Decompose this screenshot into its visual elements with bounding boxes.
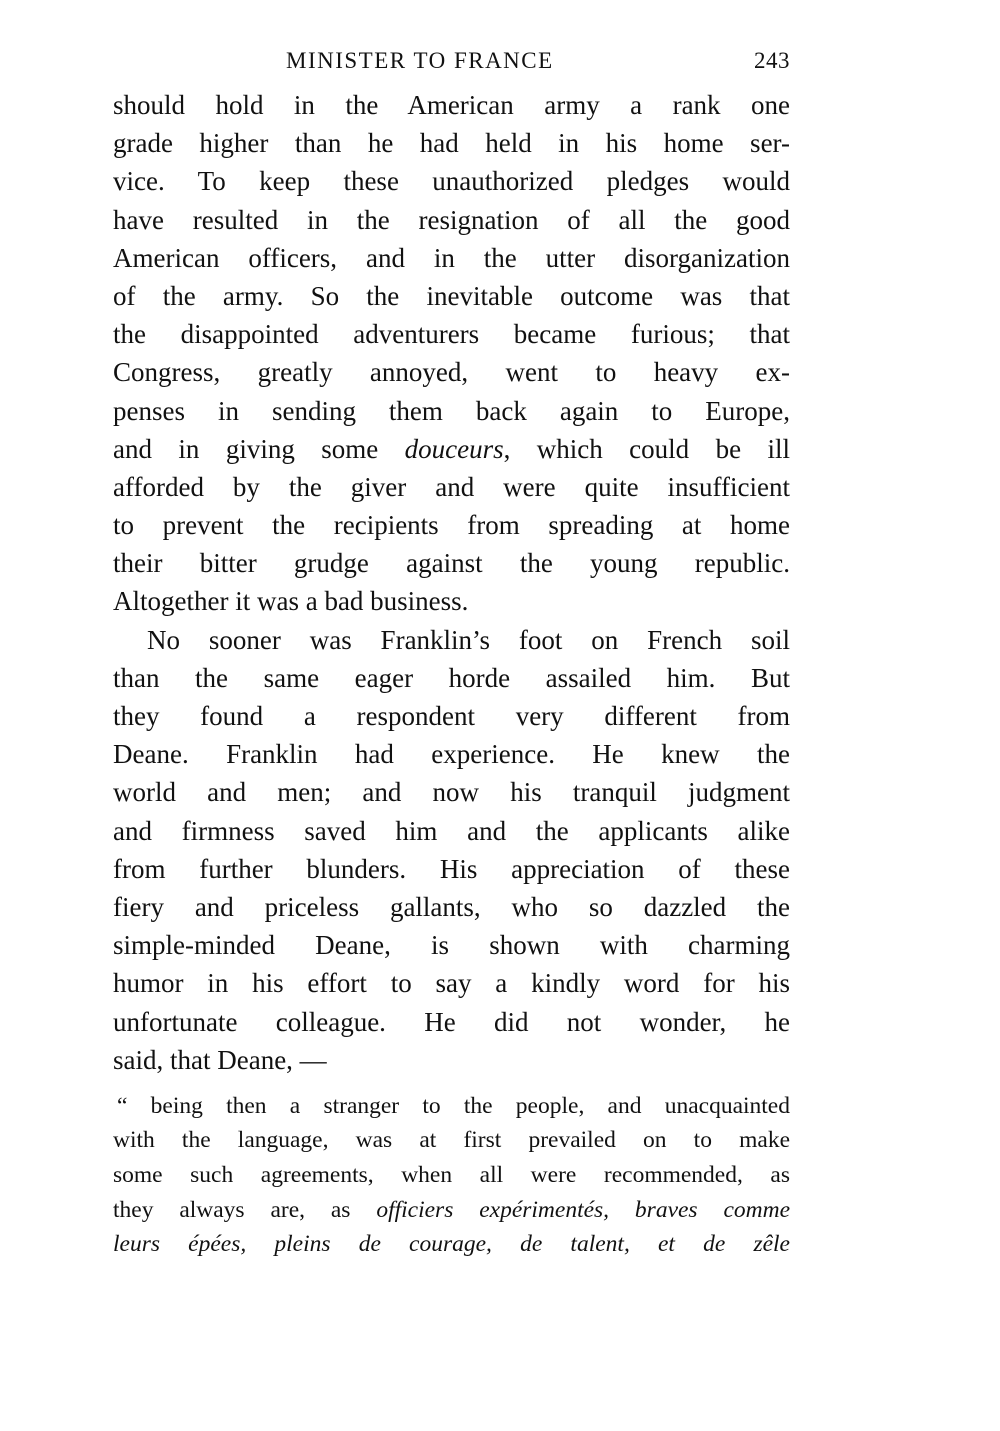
text-segment: they always are, as bbox=[113, 1196, 377, 1223]
text-line: have resulted in the resignation of all the good bbox=[113, 204, 790, 235]
text-segment: , which could be ill bbox=[503, 433, 790, 464]
paragraph-2 bbox=[113, 621, 790, 1079]
quote-line: “ being then a stranger to the people, and unacquainted bbox=[117, 1092, 790, 1119]
text-line: of the army. So the inevitable outcome was that bbox=[113, 280, 790, 311]
text-line: humor in his effort to say a kindly word for his bbox=[113, 968, 790, 999]
text-line: simple-minded Deane, is shown with charming bbox=[113, 930, 790, 961]
text-line: No sooner was Franklin’s foot on French soil bbox=[147, 624, 790, 655]
text-line: said, that Deane, — bbox=[113, 1044, 327, 1075]
italic-word: douceurs bbox=[404, 433, 504, 464]
italic-phrase: leurs épées, pleins de courage, de talent, et de zêle bbox=[113, 1231, 790, 1258]
text-line: afforded by the giver and were quite insufficient bbox=[113, 471, 790, 502]
text-segment: and in giving some bbox=[113, 433, 405, 464]
book-page bbox=[113, 48, 790, 1262]
paragraph-1 bbox=[113, 86, 790, 621]
text-line: world and men; and now his tranquil judgment bbox=[113, 777, 790, 808]
text-line: the disappointed adventurers became furious; that bbox=[113, 319, 790, 350]
text-line: Congress, greatly annoyed, went to heavy ex- bbox=[113, 357, 790, 388]
text-line: to prevent the recipients from spreading at home bbox=[113, 510, 790, 541]
block-quote bbox=[113, 1089, 790, 1262]
text-line: penses in sending them back again to Europe, bbox=[113, 395, 790, 426]
quote-line: some such agreements, when all were recommended, as bbox=[113, 1162, 790, 1189]
italic-phrase: officiers expérimentés, braves comme bbox=[376, 1196, 790, 1223]
text-line-with-italic bbox=[113, 430, 790, 468]
text-line: from further blunders. His appreciation of these bbox=[113, 853, 790, 884]
running-header bbox=[113, 48, 790, 86]
quote-line-with-italic bbox=[113, 1193, 790, 1228]
page-number: 243 bbox=[754, 48, 790, 73]
text-line: than the same eager horde assailed him. But bbox=[113, 662, 790, 693]
text-line: Altogether it was a bad business. bbox=[113, 586, 469, 617]
text-line: grade higher than he had held in his home ser- bbox=[113, 128, 790, 159]
text-line: vice. To keep these unauthorized pledges would bbox=[113, 166, 790, 197]
text-line: their bitter grudge against the young republic. bbox=[113, 548, 790, 579]
text-line: American officers, and in the utter disorganization bbox=[113, 242, 790, 273]
text-line: and firmness saved him and the applicants alike bbox=[113, 815, 790, 846]
running-title: MINISTER TO FRANCE bbox=[286, 48, 554, 73]
text-line: they found a respondent very different from bbox=[113, 701, 790, 731]
text-line: unfortunate colleague. He did not wonder, he bbox=[113, 1006, 790, 1037]
text-line: Deane. Franklin had experience. He knew the bbox=[113, 739, 790, 770]
quote-line-italic bbox=[113, 1227, 790, 1262]
text-line: should hold in the American army a rank one bbox=[113, 90, 790, 120]
text-line: fiery and priceless gallants, who so dazzled the bbox=[113, 891, 790, 922]
quote-line: with the language, was at first prevailed on to make bbox=[113, 1127, 790, 1154]
